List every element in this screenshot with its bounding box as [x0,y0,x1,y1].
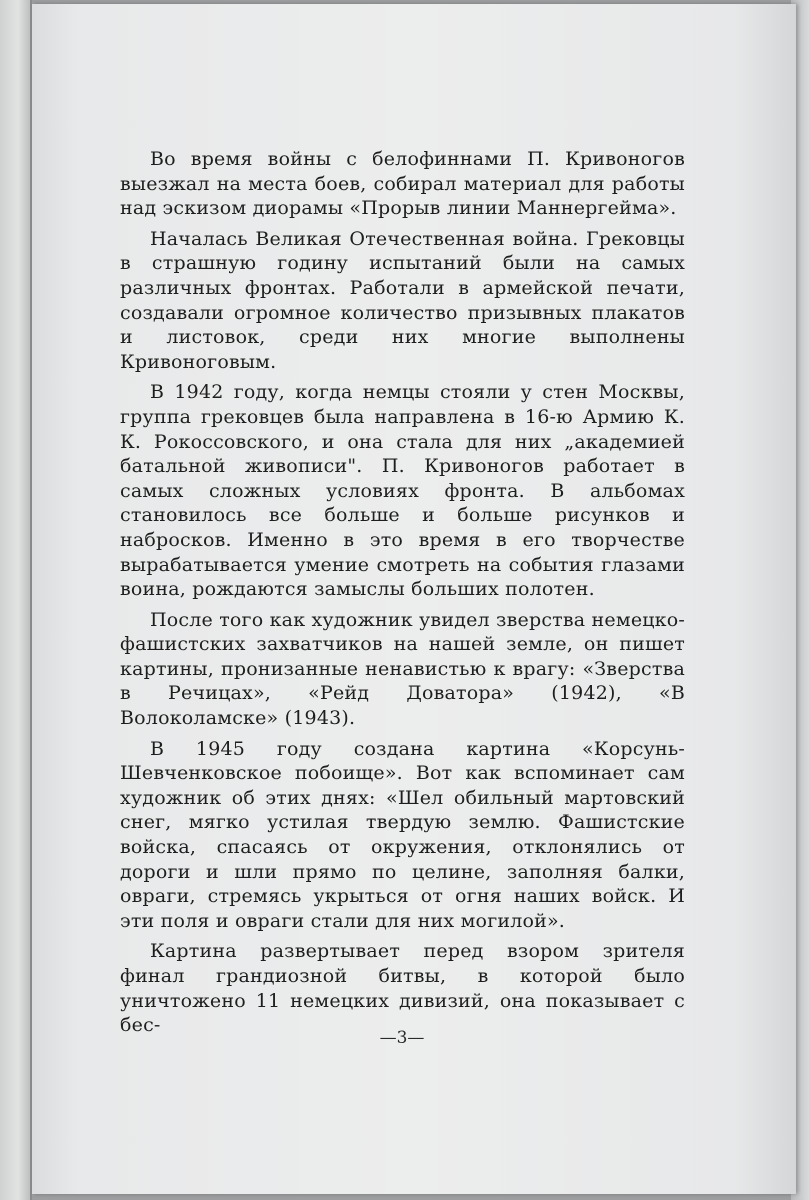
paragraph-4: После того как художник увидел зверства немецко-фашистских захватчиков на нашей земле, он пишет картины, пронизанные ненавистью к врагу: «Зверства в Речицах», «Рейд Доватора» (1942), «В Волоколамске» (1943). [120,608,686,730]
paragraph-3: В 1942 году, когда немцы стояли у стен Москвы, группа грековцев была направлена в 16-ю Армию К. К. Рокоссовского, и она стала для них „академией батальной живописи". П. Кривоногов работает в самых сложных условиях фронта. В альбомах становилось все больше и больше рисунков и набросков. Именно в это время в его творчестве вырабатывается умение смотреть на события глазами воина, рождаются замыслы больших полотен. [120,381,685,601]
book-page [32,4,796,1194]
paragraph-2: Началась Великая Отечественная война. Грековцы в страшную годину испытаний были на самых различных фронтах. Работали в армейской печати, создавали огромное количество призывных плакатов и листовок, среди них многие выполнены Кривоноговым. [120,227,685,373]
page-number: —3— [379,1028,425,1048]
left-page-edge [0,0,32,1200]
paragraph-6: Картина развертывает перед взором зрителя финал грандиозной битвы, в которой было уничтожено 11 немецких дивизий, она показывает с бес- [120,940,685,1037]
body-text [120,147,685,1044]
paragraph-1: Во время войны с белофиннами П. Кривоногов выезжал на места боев, собирал материал для работы над эскизом диорамы «Прорыв линии Маннергейма». [120,148,685,220]
paragraph-5: В 1945 году создана картина «Корсунь-Шевченковское побоище». Вот как вспоминает сам художник об этих днях: «Шел обильный мартовский снег, мягко устилая твердую землю. Фашистские войска, спасаясь от окружения, отклонялись от дороги и шли прямо по целине, заполняя балки, овраги, стремясь укрыться от огня наших войск. И эти поля и овраги стали для них могилой». [120,737,685,932]
